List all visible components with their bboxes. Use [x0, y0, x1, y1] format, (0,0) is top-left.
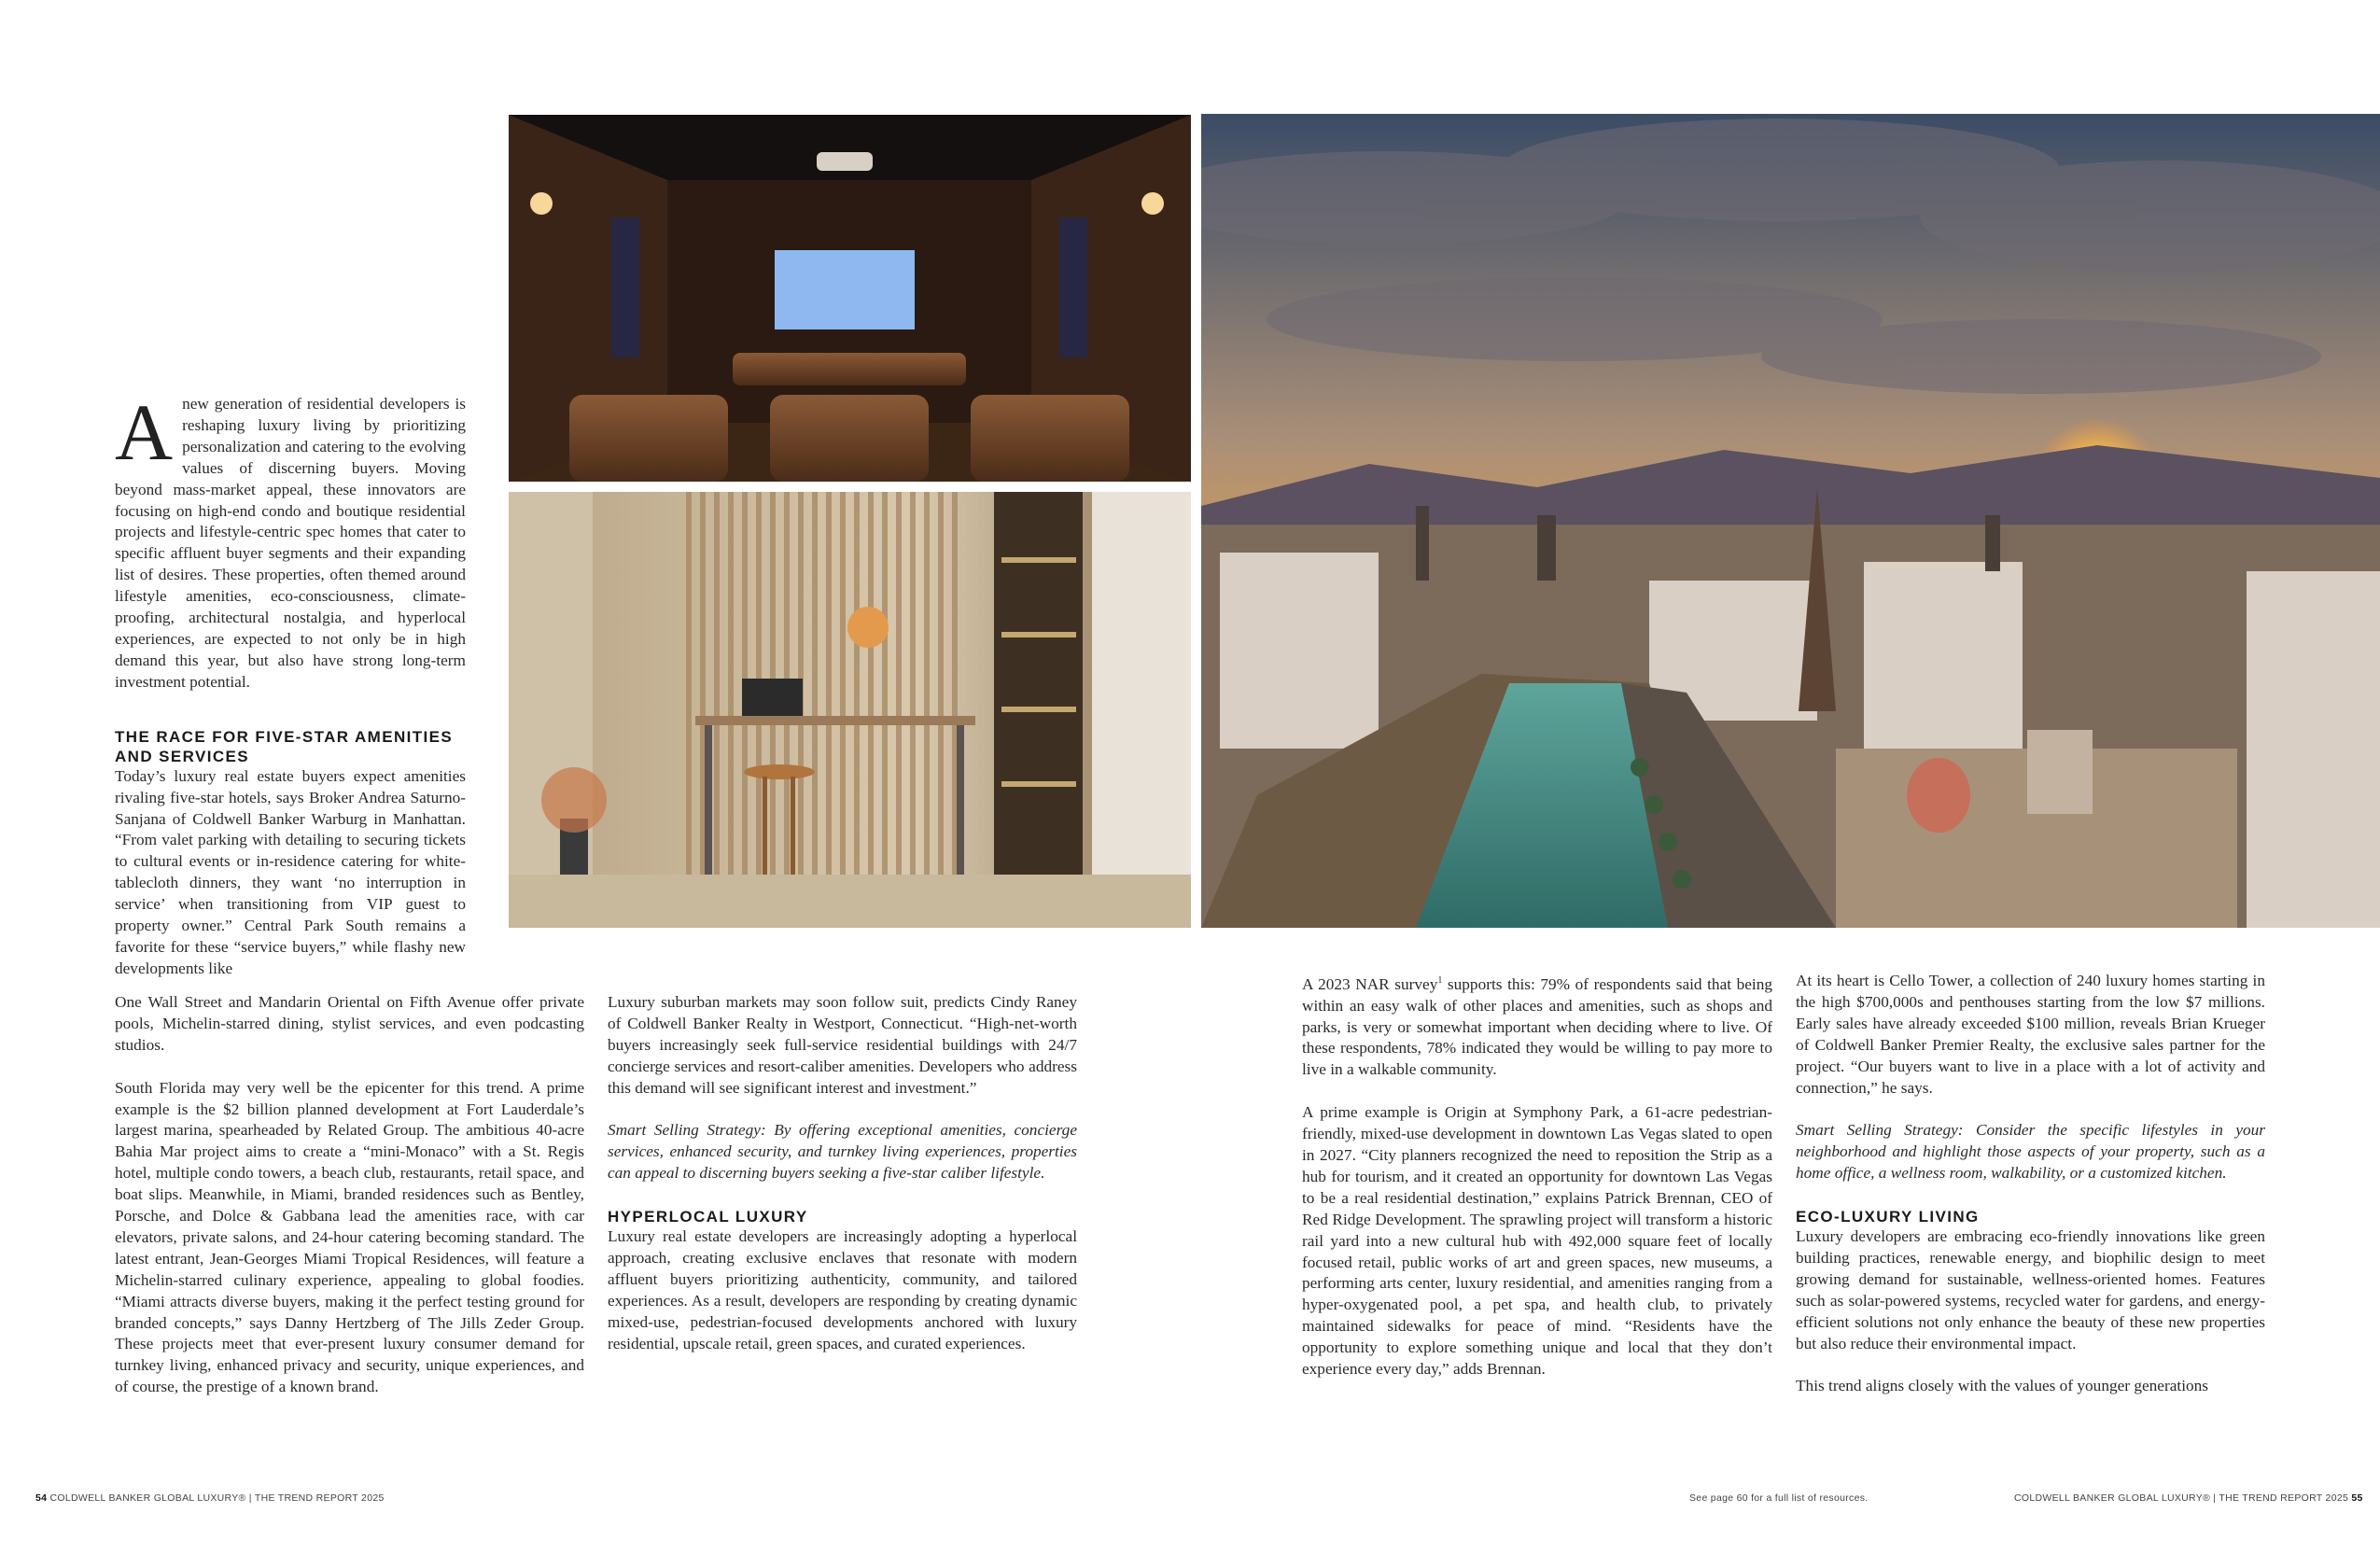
younger-generations-paragraph: This trend aligns closely with the values of younger generations [1796, 1377, 2209, 1395]
amenities-column-wide [115, 992, 584, 1398]
theater-screen [775, 250, 915, 329]
heading-line-1: THE RACE FOR FIVE-STAR AMENITIES [115, 727, 454, 746]
hyperlocal-paragraph: Luxury real estate developers are increasingly adopting a hyperlocal approach, creating exclusive enclaves that resonate with modern affluent buyers prioritizing authenticity, community, and tailored experiences. As a result, developers are responding by creating dynamic mixed-use, pedestrian-focused developments anchored with luxury residential, upscale retail, green spaces, and curated experiences. [608, 1227, 1077, 1352]
smart-selling-strategy-lifestyles: Smart Selling Strategy: Consider the specific lifestyles in your neighborhood and highlight those aspects of your property, such as a home office, a wellness room, walkability, or a customized kitchen. [1796, 1121, 2265, 1183]
cello-tower-paragraph: At its heart is Cello Tower, a collection of 240 luxury homes starting in the high $700,000s and penthouses starting from the low $7 millions. Early sales have already exceeded $100 million, reveals Brian Krueger of Coldwell Banker Premier Realty, the exclusive sales partner for the project. “Our buyers want to live in a place with a lot of activity and connection,” he says. [1796, 972, 2265, 1097]
footnote-marker: 1 [1437, 975, 1443, 986]
intro-paragraph: new generation of residential developers is reshaping luxury living by prioritizing personalization and catering to the evolving values of discerning buyers. Moving beyond mass-market appeal, these innovators are focusing on high-end condo and boutique residential projects and lifestyle-centric spec homes that cater to specific affluent buyer segments and their expanding list of desires. These properties, often themed around lifestyle amenities, eco-consciousness, climate-proofing, architectural nostalgia, and hyperlocal experiences, are expected to not only be in high demand this year, but also have strong long-term investment potential. [115, 395, 466, 691]
footer-left [35, 1492, 385, 1504]
drop-cap: A [115, 387, 174, 477]
section-heading-five-star-amenities [115, 727, 466, 766]
smart-selling-strategy-amenities: Smart Selling Strategy: By offering exceptional amenities, concierge services, enhanced security, and turnkey living experiences, properties can appeal to discerning buyers seeking a five-star caliber lifestyle. [608, 1121, 1077, 1183]
heading-line-2: AND SERVICES [115, 747, 250, 765]
home-theater-photo [509, 115, 1191, 482]
section-heading-eco-luxury: ECO-LUXURY LIVING [1796, 1208, 1980, 1226]
page-number-right: 55 [2351, 1492, 2363, 1504]
nar-survey-text-a: A 2023 NAR survey [1302, 974, 1438, 993]
column-two [608, 992, 1077, 1355]
suburban-markets-paragraph: Luxury suburban markets may soon follow suit, predicts Cindy Raney of Coldwell Banker Realty in Westport, Connecticut. “High-net-worth buyers increasingly seek full-service residential buildings with 24/7 concierge services and resort-caliber amenities. Developers who address this demand will see significant interest and investment.” [608, 993, 1077, 1097]
eco-luxury-paragraph: Luxury developers are embracing eco-friendly innovations like green building practices, renewable energy, and biophilic design to meet growing demand for sustainable, wellness-oriented homes. Features such as solar-powered systems, recycled water for gardens, and energy-efficient solutions not only enhance the beauty of these new properties but also reduce their environmental impact. [1796, 1227, 2265, 1352]
south-florida-paragraph: South Florida may very well be the epicenter for this trend. A prime example is the $2 billion planned development at Fort Lauderdale’s largest marina, spearheaded by Related Group. The ambitious 40-acre Bahia Mar project aims to create a “mini-Monaco” with a St. Regis hotel, multiple condo towers, a beach club, restaurants, retail space, and boat slips. Meanwhile, in Miami, branded residences such as Bentley, Porsche, and Dolce & Gabbana lead the amenities race, with car elevators, private salons, and 24-hour catering becoming standard. The latest entrant, Jean-Georges Miami Tropical Residences, will feature a Michelin-starred culinary experience, appealing to global foodies. “Miami attracts diverse buyers, making it the perfect testing ground for branded concepts,” says Danny Hertzberg of The Jills Zeder Group. These projects meet that ever-present luxury consumer demand for turnkey living, enhanced privacy and security, unique experiences, and of course, the prestige of a known brand. [115, 1078, 584, 1396]
amenities-paragraph-wide: One Wall Street and Mandarin Oriental on Fifth Avenue offer private pools, Michelin-starred dining, stylist services, and even podcasting studios. [115, 993, 584, 1054]
nar-survey-text-b: supports this: 79% of respondents said that being within an easy walk of other places and amenities, such as shops and parks, is very or somewhat important when deciding where to live. Of these respondents, 78% indicated they would be willing to pay more to live in a walkable community. [1302, 974, 1773, 1079]
amenities-paragraph-narrow: Today’s luxury real estate buyers expect amenities rivaling five-star hotels, says Broker Andrea Saturno-Sanjana of Coldwell Banker Warburg in Manhattan. “From valet parking with detailing to securing tickets to cultural events or in-residence catering for white-tablecloth dinners, they want ‘no interruption in service’ when transitioning from VIP guest to property owner.” Central Park South remains a favorite for these “service buyers,” while flashy new developments like [115, 766, 466, 977]
footer-right-text: COLDWELL BANKER GLOBAL LUXURY® | THE TREND REPORT 2025 [2014, 1492, 2349, 1504]
nar-survey-paragraph [1302, 971, 1772, 1081]
page-number-left: 54 [35, 1492, 48, 1504]
origin-symphony-park-paragraph: A prime example is Origin at Symphony Park, a 61-acre pedestrian-friendly, mixed-use development in downtown Las Vegas slated to open in 2027. “City planners recognized the need to reposition the Strip as a hub for tourism, and it created an opportunity for downtown Las Vegas to be a real residential destination,” explains Patrick Brennan, CEO of Red Ridge Development. The sprawling project will transform a historic rail yard into a new cultural hub with 492,000 square feet of locally focused retail, public works of art and green spaces, new museums, a performing arts center, luxury residential, and amenities ranging from a hyper-oxygenated pool, a pet spa, and health club, to privately maintained sidewalks for peace of mind. “Residents have the opportunity to explore something unique and local that they don’t experience every day,” adds Brennan. [1302, 1103, 1772, 1379]
column-four [1796, 971, 2265, 1397]
footer-right [2014, 1492, 2363, 1504]
section-heading-hyperlocal: HYPERLOCAL LUXURY [608, 1208, 808, 1226]
intro-column [115, 387, 466, 980]
footer-resources-note: See page 60 for a full list of resources. [1689, 1492, 1869, 1504]
las-vegas-skyline-photo [1201, 114, 2380, 928]
home-office-photo [509, 492, 1191, 928]
column-three [1302, 971, 1772, 1380]
footer-left-text: COLDWELL BANKER GLOBAL LUXURY® | THE TREND REPORT 2025 [49, 1492, 385, 1504]
